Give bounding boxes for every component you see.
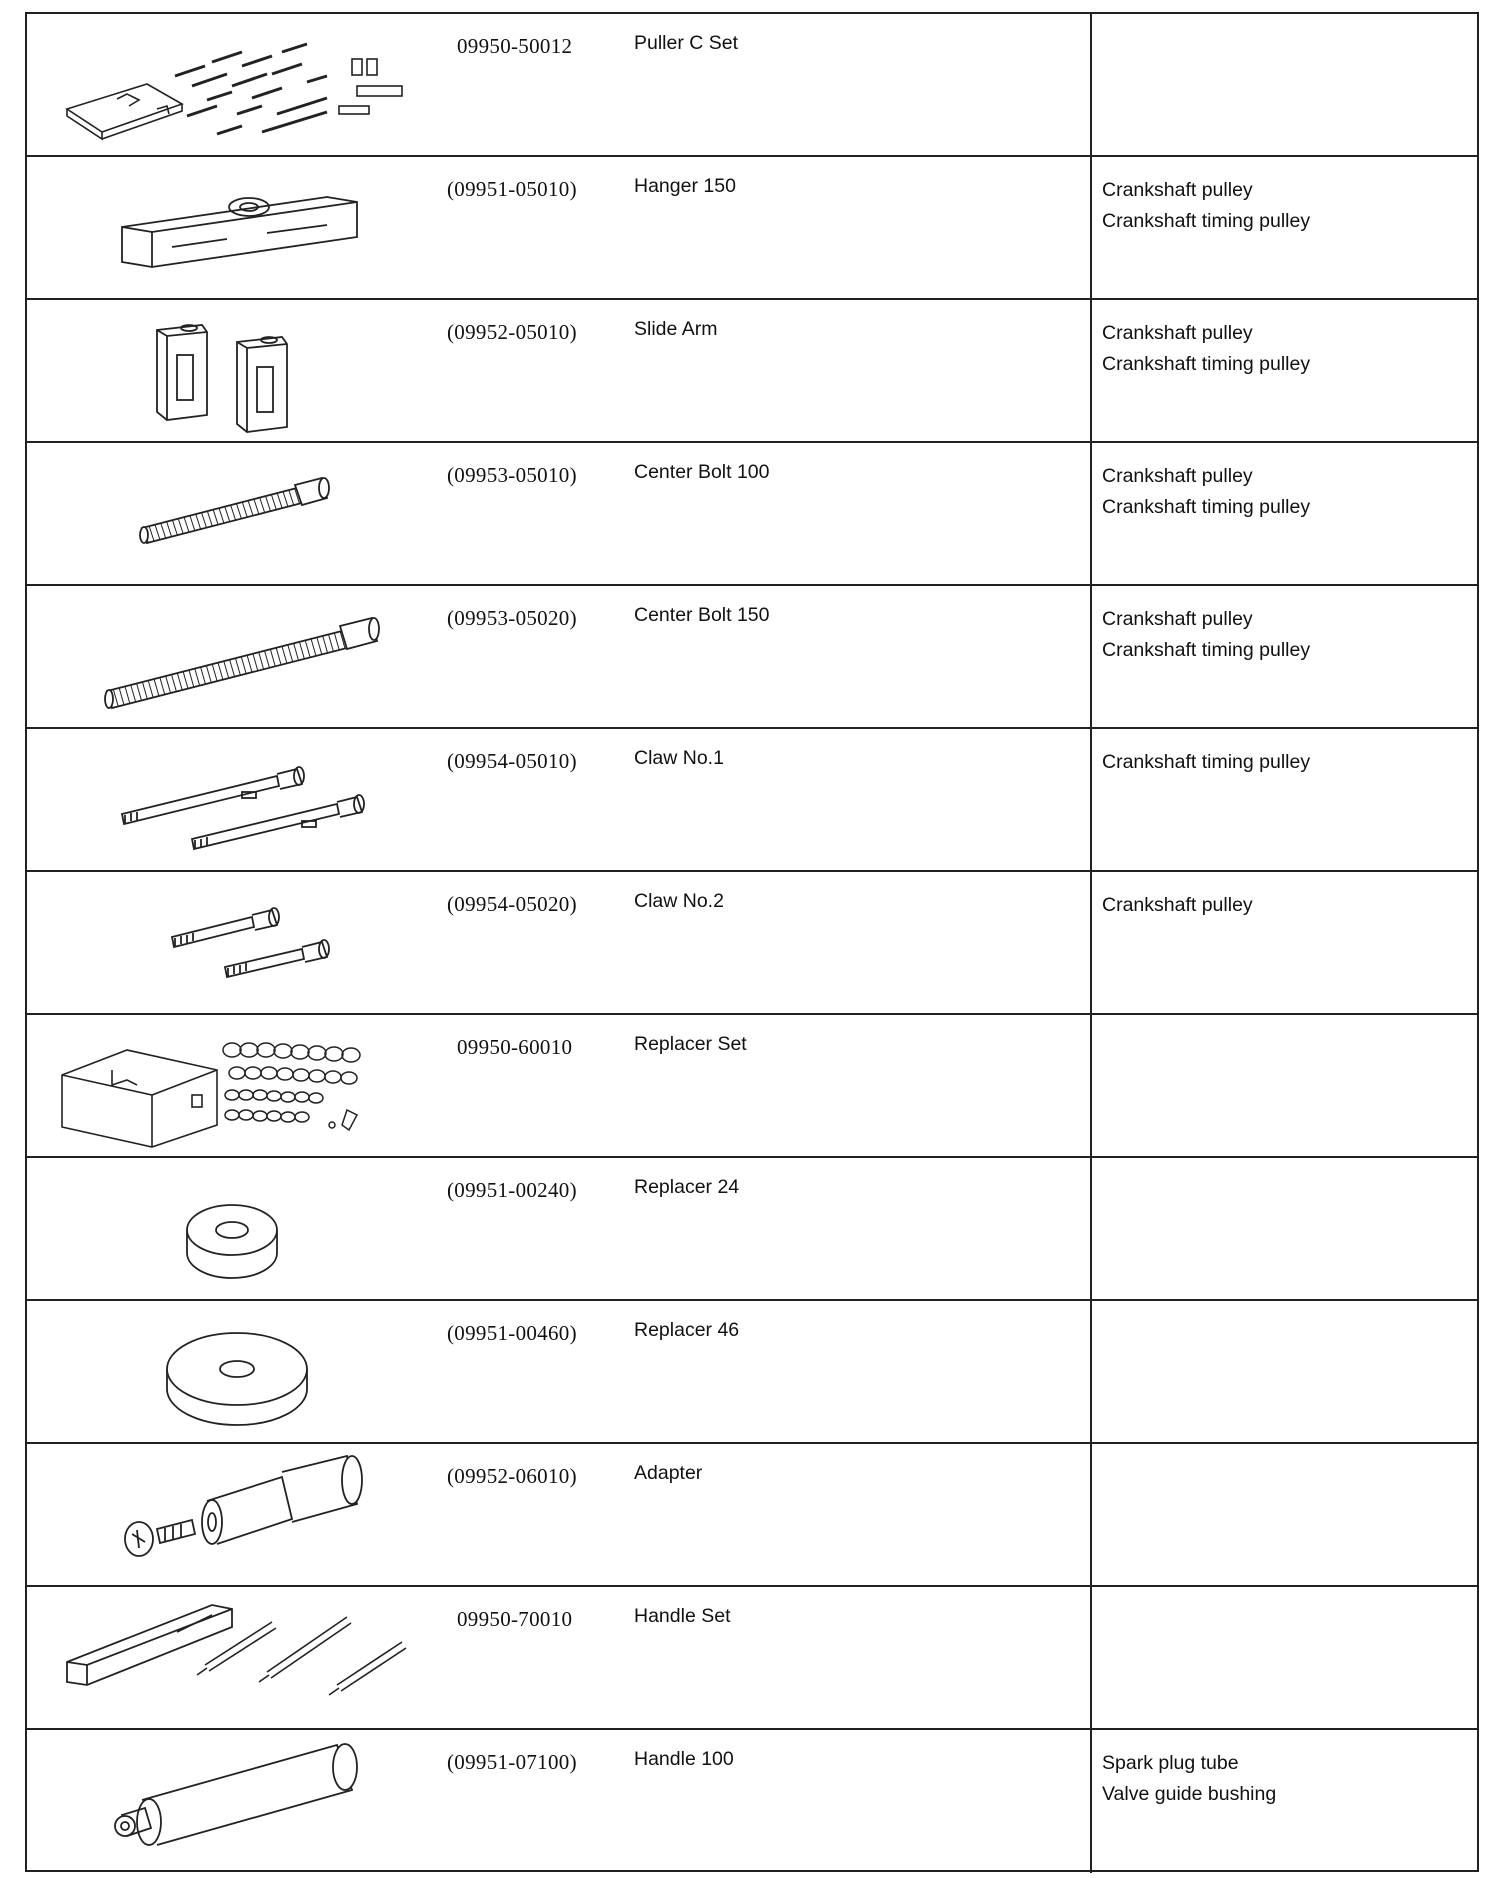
tool-row	[27, 443, 1477, 586]
column-divider	[1090, 1015, 1092, 1156]
column-divider	[1090, 1301, 1092, 1442]
part-number: (09952-05010)	[447, 320, 577, 344]
handle-100-illustration	[27, 1730, 457, 1871]
column-divider	[1090, 1587, 1092, 1728]
center-bolt-100-illustration	[27, 443, 457, 584]
part-number: (09952-06010)	[447, 1464, 577, 1488]
center-bolt-150-illustration	[27, 586, 457, 727]
tool-uses	[1102, 175, 1310, 237]
tool-row	[27, 872, 1477, 1015]
column-divider	[1090, 14, 1092, 155]
part-number: (09953-05020)	[447, 606, 577, 630]
tool-uses	[1102, 604, 1310, 666]
tool-row	[27, 1015, 1477, 1158]
tool-name: Replacer Set	[634, 1033, 747, 1055]
tool-name: Center Bolt 150	[634, 604, 770, 626]
use-item: Spark plug tube	[1102, 1752, 1239, 1774]
replacer-46-illustration	[27, 1301, 457, 1442]
tool-row	[27, 1301, 1477, 1444]
tool-name: Replacer 24	[634, 1176, 740, 1198]
use-item: Crankshaft pulley	[1102, 465, 1253, 487]
tool-row	[27, 300, 1477, 443]
use-item: Valve guide bushing	[1102, 1783, 1277, 1805]
part-number: (09953-05010)	[447, 463, 577, 487]
tool-name: Claw No.2	[634, 890, 724, 912]
tool-name: Claw No.1	[634, 747, 724, 769]
tool-name: Puller C Set	[634, 32, 739, 54]
tool-uses	[1102, 318, 1310, 380]
tool-name: Slide Arm	[634, 318, 718, 340]
slide-arm-illustration	[27, 300, 457, 441]
special-tools-table	[25, 12, 1479, 1872]
use-item: Crankshaft pulley	[1102, 179, 1253, 201]
tool-name: Adapter	[634, 1462, 703, 1484]
tool-uses	[1102, 747, 1310, 778]
column-divider	[1090, 443, 1092, 584]
tool-name: Center Bolt 100	[634, 461, 770, 483]
part-number: (09954-05010)	[447, 749, 577, 773]
tool-row	[27, 1587, 1477, 1730]
part-number: 09950-60010	[457, 1035, 573, 1059]
use-item: Crankshaft timing pulley	[1102, 353, 1311, 375]
use-item: Crankshaft timing pulley	[1102, 751, 1311, 773]
tool-row	[27, 729, 1477, 872]
tool-row	[27, 1444, 1477, 1587]
part-number: (09951-07100)	[447, 1750, 577, 1774]
hanger-illustration	[27, 157, 457, 298]
part-number: (09951-05010)	[447, 177, 577, 201]
part-number: (09951-00240)	[447, 1178, 577, 1202]
column-divider	[1090, 586, 1092, 727]
use-item: Crankshaft pulley	[1102, 608, 1253, 630]
use-item: Crankshaft timing pulley	[1102, 496, 1311, 518]
part-number: (09951-00460)	[447, 1321, 577, 1345]
use-item: Crankshaft timing pulley	[1102, 210, 1311, 232]
part-number: (09954-05020)	[447, 892, 577, 916]
column-divider	[1090, 300, 1092, 441]
column-divider	[1090, 157, 1092, 298]
tool-name: Handle Set	[634, 1605, 731, 1627]
column-divider	[1090, 1730, 1092, 1873]
claw-no1-illustration	[27, 729, 457, 870]
handle-set-illustration	[27, 1587, 457, 1728]
tool-row	[27, 157, 1477, 300]
replacer-set-illustration	[27, 1015, 457, 1156]
tool-uses	[1102, 461, 1310, 523]
column-divider	[1090, 729, 1092, 870]
tool-row	[27, 1730, 1477, 1873]
use-item: Crankshaft pulley	[1102, 894, 1253, 916]
tool-name: Handle 100	[634, 1748, 734, 1770]
puller-c-set-illustration	[27, 14, 457, 155]
tool-row	[27, 1158, 1477, 1301]
use-item: Crankshaft timing pulley	[1102, 639, 1311, 661]
replacer-24-illustration	[27, 1158, 457, 1299]
part-number: 09950-50012	[457, 34, 573, 58]
part-number: 09950-70010	[457, 1607, 573, 1631]
use-item: Crankshaft pulley	[1102, 322, 1253, 344]
tool-uses	[1102, 890, 1253, 921]
column-divider	[1090, 1444, 1092, 1585]
tool-name: Hanger 150	[634, 175, 736, 197]
column-divider	[1090, 1158, 1092, 1299]
claw-no2-illustration	[27, 872, 457, 1013]
adapter-illustration	[27, 1444, 457, 1585]
tool-name: Replacer 46	[634, 1319, 740, 1341]
tool-uses	[1102, 1748, 1276, 1810]
tool-row	[27, 14, 1477, 157]
tool-row	[27, 586, 1477, 729]
column-divider	[1090, 872, 1092, 1013]
